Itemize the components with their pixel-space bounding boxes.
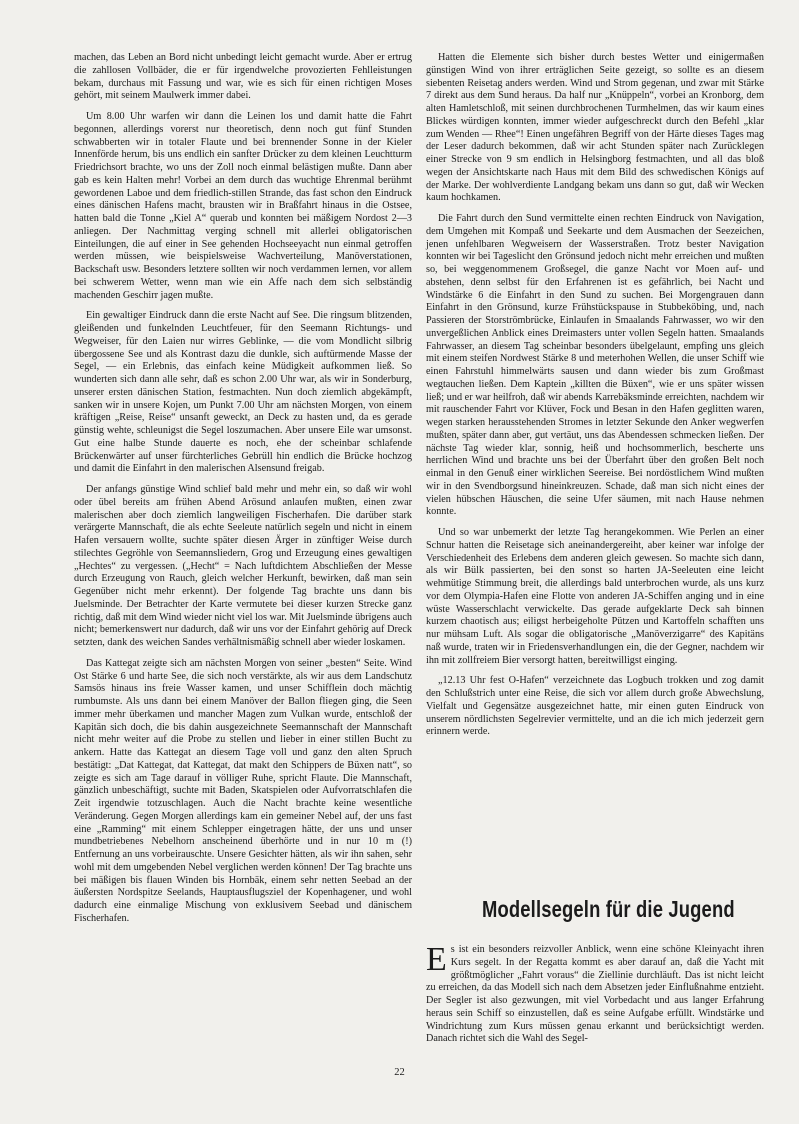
- left-column: [74, 52, 412, 934]
- paragraph: Um 8.00 Uhr warfen wir dann die Leinen los und damit hatte die Fahrt begonnen, allerdings vorerst nur theoretisch, denn noch gut fünf Stunden schwabberten wir in totaler Flaute und bei brennender Sonne in der Kieler Innenförde herum, bis uns endlich ein sanfter Drücker zu dem kleinen Leuchtturm Friedrichsort brachte, wo uns der Zoll noch einmal belästigen mußte. Dann aber gab es kein Halten mehr! Vorbei an dem durch das wuchtige Ehrenmal berühmt gewordenen Laboe und dem friedlich-stillen Strande, das fast schon den Eindruck eines dänischen Hafens macht, brausten wir in Braßfahrt hinaus in die Ostsee, hatten bald die Tonne „Kiel A“ querab und konnten bei mäßigem Nordost 2—3 anliegen. Der Nachmittag verging schnell mit allerlei obligatorischen Einteilungen, die auf einer in See gehenden Hochseeyacht nun einmal getroffen werden müssen, wie beispielsweise Wachverteilung, Manöverstationen, Backschaft usw. Besonders letztere sollten wir noch verdammen lernen, vor allem bei schwerem Wetter, wenn man wie ein Affe nach dem sich selbständig machenden Geschirr jagen mußte.: [74, 111, 412, 301]
- article-intro: [426, 941, 764, 1046]
- paragraph: Ein gewaltiger Eindruck dann die erste Nacht auf See. Die ringsum blitzenden, gleißenden und funkelnden Leuchtfeuer, für den Seemann Richtungs- und Wegweiser, für den Laien nur wirres Geblinke, — die vom Mondlicht silbrig übergossene See und als Kontrast dazu die dunkle, sich auftürmende Masse der Segel, — ein Erlebnis, das einfach keine Müdigkeit aufkommen ließ. So wunderten sich dann alle sehr, daß es schon 2.00 Uhr war, als wir in Sonderburg, unserer ersten dänischen Station, festmachten. Nun doch ziemlich abgekämpft, sanken wir in unsere Kojen, um Punkt 7.00 Uhr am nächsten Morgen, von einem kräftigen „Reise, Reise“ unsanft geweckt, an Deck zu hasten und, da es gerade günstig wehte, schleunigst die Segel loszumachen. Aber unsere Eile war umsonst. Gut eine halbe Stunde dauerte es noch, ehe der scheinbar schlafende Brückenwärter auf unser fürchterliches Gebrüll hin endlich die Brücke hochzog und damit die Einfahrt in den malerischen Alsensund freigab.: [74, 310, 412, 475]
- paragraph: Die Fahrt durch den Sund vermittelte einen rechten Eindruck von Navigation, dem Umgehen mit Kompaß und Seekarte und dem Ausmachen der Seezeichen, jenen unfehlbaren Wegweisern der Wasserstraßen. Trotz bester Navigation konnten wir bei Tageslicht den Grönsund jedoch nicht mehr erreichen und mußten so, bei weggenommenem Großsegel, die ganze Nacht vor Moen auf- und abstehen, denn selbst für den Erfahrenen ist es gefährlich, bei Nacht und Windstärke 6 die Einfahrt in den Sund zu suchen. Bei Morgengrauen dann Einfahrt in den Grönsund, kurze Frühstückspause in Stubbeköbing, und, nach Passieren der Storströmbrücke, Einlaufen in Smaalands Fahrwasser, wo wir den unvergeßlichen Anblick eines Dreimasters unter vollen Segeln hatten. Smaalands Fahrwasser, an diesem Tag scheinbar besonders übelgelaunt, empfing uns gleich mit einem steifen Nordwest Stärke 8 und meterhohen Wellen, die unser Schiff wie einen Fahrstuhl himmelwärts sausen und dann wieder bis zum Großmast wegtauchen ließen. Dem Kaptein „killten die Büxen“, wie er uns später wissen ließ; und er war heilfroh, daß wir abends Karrebäksminde erreichten, nachdem wir mit rauschender Fahrt vor Klüver, Fock und Besan in den Hafen geglitten waren, wegen starken herausstehenden Stromes in letzter Sekunde den Anker wegwerfen mußten, später dann aber, gut vertäut, uns das Abendessen schmecken ließen. Der nächste Tag wieder klar, sonnig, heiß und hochsommerlich, bescherte uns herrlichen Wind und brachte uns bei der Überfahrt über den großen Belt noch einmal in den Genuß einer wirklichen Seereise. Bei nordöstlichem Wind mußten wir in den Svendborgsund hineinkreuzen. Schade, daß man sich nicht eines der vielen hübschen Häuschen, die seine Ufer säumen, mit nach Hause nehmen konnte.: [426, 213, 764, 518]
- paragraph: Der anfangs günstige Wind schlief bald mehr und mehr ein, so daß wir wohl oder übel bereits am frühen Abend Arösund anlaufen mußten, einen zwar malerischen aber doch ziemlich langweiligen Fischerhafen. Die darüber stark verärgerte Mannschaft, die als echte Seeleute natürlich segeln und nicht in einem Hafen versauern wollte, suchte später diesen Ärger in zünftiger Weise durch stilechtes Gegröhle von Seemannsliedern, Grog und Erzeugung eines gewaltigen „Hechtes“ zu vergessen. („Hecht“ = Nach luftdichtem Abschließen der Messe durch Erzeugung von Rauch, gleich welcher Herkunft, bewirken, daß man sein Gegenüber nicht mehr erkennt). Der folgende Tag brachte uns dann bis Juelsminde. Der Betrachter der Karte vermutete bei dieser kurzen Strecke ganz richtig, daß mit dem Wind wieder nicht viel los war. Mit Juelsminde übrigens auch nicht; bemerkenswert nur dadurch, daß wir uns vor der Einfahrt gehörig auf Dreck setzten, dank des weichen Sandes verhältnismäßig schnell aber wieder loskamen.: [74, 484, 412, 648]
- right-column: [426, 52, 764, 747]
- drop-cap: E: [426, 941, 447, 978]
- page-number: 22: [394, 1067, 405, 1078]
- paragraph: Und so war unbemerkt der letzte Tag herangekommen. Wie Perlen an einer Schnur hatten die Reisetage sich aneinandergereiht, aber keiner war infolge der Verschiedenheit des Erlebens dem anderen gleich gewesen. So machte sich dann, als wir Bülk passierten, bei den sonst so harten JA-Seeleuten eine leicht wehmütige Stimmung breit, die allerdings bald unterbrochen wurde, als uns kurz vor dem Olympia-Hafen eine Flotte von anderen JA-Schiffen anging und in eine wüste Wasserschlacht verwickelte. Das gerade aufgeklarte Deck sah binnen kurzem chaotisch aus; eiligst herbeigeholte Pützen und Kartoffeln schafften uns nur mühsam Luft. Als sogar die obligatorische „Manöverzigarre“ des Kapitäns naß wurde, traten wir in Friedensverhandlungen ein, die der Gegner, nachdem wir ihn mit zollfreiem Bier versorgt hatten, bereitwilligst einging.: [426, 527, 764, 666]
- paragraph: Hatten die Elemente sich bisher durch bestes Wetter und einigermaßen günstigen Wind von ihrer erträglichen Seite gezeigt, so sollte es an diesem siebenten Reisetag anders werden. Wind und Strom gegenan, und zwar mit Stärke 7 direkt aus dem Sund heraus. Da half nur „Knüppeln“, vorbei an Kronborg, dem alten Hamletschloß, mit seinen durchbrochenen Turmhelmen, das wir kaum eines Blickes würdigen konnten, immer wieder aufgeschreckt durch den Befehl „klar zum Wenden — Rhee“! Einen ungefähren Begriff von der Härte dieses Tages mag der Leser dadurch bekommen, daß wir acht Stunden später nach Zurücklegen einer Strecke von 9 sm endlich in Helsingborg festmachten, und all das bloß wegen der Ansichtskarte nach Haus mit dem Bild des schwedischen Königs auf der Marke. Der wohlverdiente Landgang bekam uns dann so gut, daß wir Wecken kaum hochkamen.: [426, 52, 764, 204]
- paragraph: machen, das Leben an Bord nicht unbedingt leicht gemacht wurde. Aber er ertrug die zahllosen Vollbäder, die er für irgendwelche provozierten Fehlleistungen bekam, durchaus mit Fassung und war, wie es sich für einen richtigen Moses gehört, mit seinem Maulwerk immer dabei.: [74, 52, 412, 102]
- article-text: s ist ein besonders reizvoller Anblick, wenn eine schöne Kleinyacht ihren Kurs segelt. In der Regatta kommt es aber darauf an, daß die Yacht mit größtmöglicher „Fahrt voraus“ die Ziellinie durchläuft. Das ist nicht leicht zu erreichen, da das Modell sich nach dem Absetzen jeder Einflußnahme entzieht. Der Segler ist also gezwungen, mit viel Vorbedacht und aus langer Erfahrung heraus sein Schiff so einzustellen, daß es seine Aufgabe erfüllt. Windstärke und Windrichtung zum Kurs müssen genau erkannt und berücksichtigt werden. Danach richtet sich die Wahl des Segel-: [426, 944, 764, 1045]
- article-heading: Modellsegeln für die Jugend: [482, 896, 735, 922]
- paragraph: Das Kattegat zeigte sich am nächsten Morgen von seiner „besten“ Seite. Wind Ost Stärke 6 und harte See, die sich noch verstärkte, als wir aus dem Landschutz Samsös hinaus ins freie Wasser kamen, und unser Schifflein doch mächtig rumbumste. Als uns dann bei einem Manöver der Ballon fliegen ging, die Seen immer mehr überkamen und mancher Magen zum Vulkan wurde, entschloß der Kapitän sich doch, die bis dahin ausgezeichnete Seemannschaft der Mannschaft nicht mehr weiter auf die Probe zu stellen und lieber in einer stillen Bucht zu ankern. Hatte das Kattegat an diesem Tage voll und ganz den alten Spruch bestätigt: „Dat Kattegat, dat Kattegat, dat makt den Schippers de Büxen natt“, so zeigte es sich am Tage darauf in völliger Ruhe, spricht Flaute. Die Mannschaft, gänzlich unbeschäftigt, suchte mit Baden, Skatspielen oder Aufvorratschlafen die Zeit irgendwie totzuschlagen. Auch die Nacht brachte keine wesentliche Veränderung. Gegen Morgen allerdings kam ein gemeiner Nebel auf, der uns fast eine „Ramming“ mit einem Schlepper eingetragen hätte, der uns und unser mundbetriebenes Nebelhorn anscheinend überhörte und in nur 10 m (!) Entfernung an uns vorbeirauschte. Unsere Gesichter hätten, als wir ihn sahen, sehr wohl mit dem umgebenden Nebel verglichen werden können! Der Tag brachte uns bei mäßigen bis flauen Winden bis Hornbäk, einem sehr netten Seebad an der äußersten Nordspitze Seelands, Hauptausflugsziel der Kopenhagener, und wohl dadurch eine einmalige Mischung von exklusivem Seebad und dänischem Fischerhafen.: [74, 657, 412, 924]
- paragraph: „12.13 Uhr fest O-Hafen“ verzeichnete das Logbuch trokken und zog damit den Schlußstrich unter eine Reise, die sich vor allem durch große Abwechslung, Vielfalt und Gegensätze ausgezeichnet hatte, mir einen guten Eindruck von unserem nördlichsten Segelrevier vermittelte, und an die ich mich jederzeit gern erinnern werde.: [426, 675, 764, 738]
